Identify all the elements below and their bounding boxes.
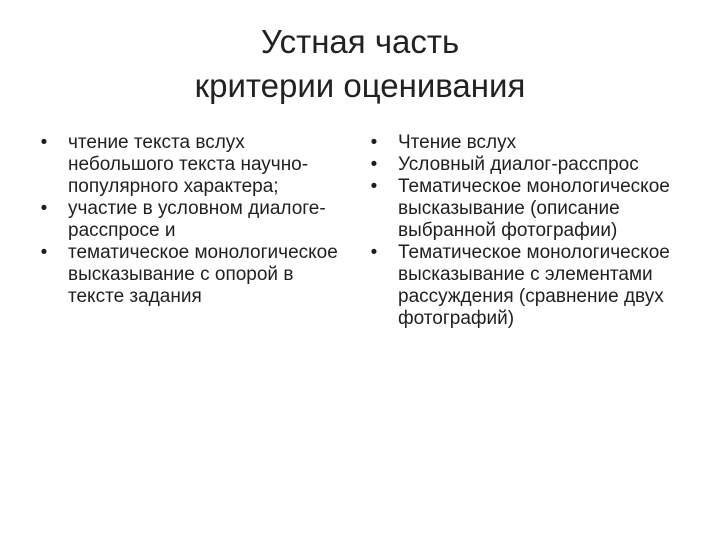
- left-item-text: участие в условном диалоге-расспросе и: [68, 198, 326, 241]
- left-list-item: [34, 242, 354, 308]
- left-list-item: [34, 198, 354, 242]
- left-criteria-list: [34, 132, 354, 308]
- right-criteria-list: [364, 132, 694, 330]
- left-item-text: чтение текста вслух небольшого текста научно-популярного характера;: [68, 132, 309, 197]
- right-list-item: [364, 154, 694, 176]
- right-item-text: Чтение вслух: [398, 132, 517, 153]
- right-item-text: Тематическое монологическое высказывание (описание выбранной фотографии): [398, 176, 670, 241]
- bullet-icon: •: [370, 132, 378, 153]
- right-list-item: [364, 132, 694, 154]
- title-line-2: критерии оценивания: [194, 67, 526, 104]
- bullet-icon: •: [370, 176, 378, 197]
- bullet-icon: •: [40, 198, 48, 219]
- right-list-item: [364, 242, 694, 330]
- bullet-icon: •: [40, 242, 48, 263]
- left-item-text: тематическое монологическое высказывание с опорой в тексте задания: [68, 242, 338, 307]
- title-line-1: Устная часть: [260, 23, 460, 60]
- right-list-item: [364, 176, 694, 242]
- left-list-item: [34, 132, 354, 198]
- bullet-icon: •: [40, 132, 48, 153]
- right-item-text: Тематическое монологическое высказывание с элементами рассуждения (сравнение двух фотографий): [398, 242, 670, 329]
- slide-title: [0, 20, 720, 108]
- bullet-icon: •: [370, 154, 378, 175]
- bullet-icon: •: [370, 242, 378, 263]
- right-item-text: Условный диалог-расспрос: [398, 154, 639, 175]
